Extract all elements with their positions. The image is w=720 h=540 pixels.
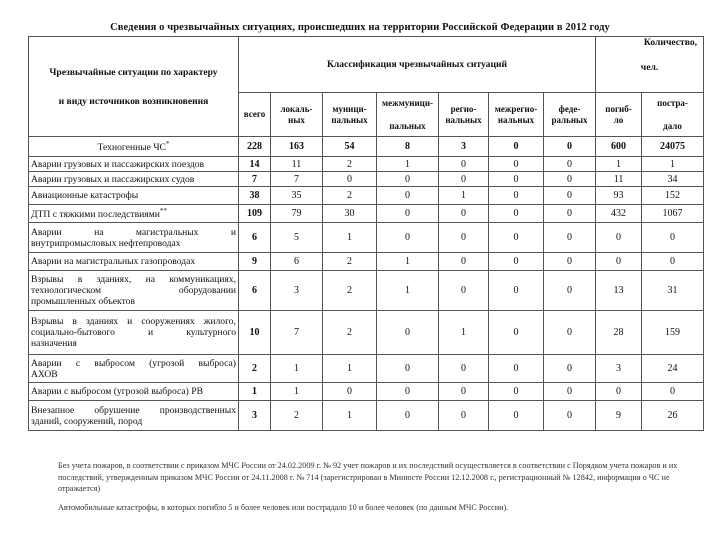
col-header-intermunicipal-line1: межмуници-	[381, 97, 434, 108]
value-cell: 0	[489, 223, 544, 253]
col-header-regional-line1: регио-	[450, 103, 477, 114]
table-row	[29, 157, 704, 172]
value-cell: 3	[239, 401, 271, 431]
value-cell: 1	[642, 157, 704, 172]
value-cell: 2	[323, 253, 377, 271]
value-cell: 0	[439, 401, 489, 431]
table-row	[29, 187, 704, 205]
table-row	[29, 253, 704, 271]
value-cell: 6	[271, 253, 323, 271]
value-cell: 0	[544, 383, 596, 401]
value-cell: 0	[377, 187, 439, 205]
col-header-federal-line1: феде-	[558, 103, 581, 114]
value-cell: 228	[239, 137, 271, 157]
value-cell: 3	[271, 271, 323, 311]
value-cell: 0	[544, 253, 596, 271]
table-row	[29, 172, 704, 187]
table-row	[29, 137, 704, 157]
value-cell: 0	[439, 223, 489, 253]
value-cell: 0	[489, 172, 544, 187]
row-name	[29, 401, 239, 431]
value-cell: 0	[489, 205, 544, 223]
col-header-local-line2: ных	[288, 114, 305, 125]
quantity-header-line2: чел.	[640, 62, 659, 73]
footnote-marker: **	[159, 207, 167, 216]
value-cell: 0	[489, 271, 544, 311]
value-cell: 0	[642, 253, 704, 271]
row-name-line: АХОВ	[31, 368, 58, 380]
col-header-affected-line2: дало	[663, 120, 682, 131]
row-name	[29, 205, 239, 223]
value-cell: 34	[642, 172, 704, 187]
col-header-local	[271, 93, 323, 137]
value-cell: 0	[489, 401, 544, 431]
value-cell: 0	[544, 401, 596, 431]
row-header-line2: и виду источников возникновения	[58, 95, 209, 107]
value-cell: 0	[544, 137, 596, 157]
value-cell: 152	[642, 187, 704, 205]
col-header-federal	[544, 93, 596, 137]
value-cell: 7	[239, 172, 271, 187]
value-cell: 0	[544, 223, 596, 253]
value-cell: 0	[377, 383, 439, 401]
value-cell: 14	[239, 157, 271, 172]
value-cell: 0	[377, 172, 439, 187]
value-cell: 0	[544, 311, 596, 355]
value-cell: 1	[323, 223, 377, 253]
value-cell: 7	[271, 172, 323, 187]
value-cell: 0	[439, 157, 489, 172]
value-cell: 0	[544, 157, 596, 172]
value-cell: 0	[489, 383, 544, 401]
row-name	[29, 253, 239, 271]
value-cell: 0	[489, 253, 544, 271]
value-cell: 0	[489, 157, 544, 172]
row-name-text: ДТП с тяжкими последствиями	[31, 209, 160, 221]
table-row	[29, 311, 704, 355]
table-row	[29, 205, 704, 223]
emergency-table	[28, 36, 704, 431]
value-cell: 0	[544, 205, 596, 223]
row-name	[29, 137, 239, 157]
value-cell: 159	[642, 311, 704, 355]
row-name-text: Аварии грузовых и пассажирских поездов	[31, 158, 205, 170]
value-cell: 163	[271, 137, 323, 157]
row-name	[29, 355, 239, 383]
value-cell: 1	[239, 383, 271, 401]
table-row	[29, 355, 704, 383]
value-cell: 0	[544, 172, 596, 187]
value-cell: 13	[596, 271, 642, 311]
value-cell: 2	[239, 355, 271, 383]
row-name-text: Аварии грузовых и пассажирских судов	[31, 173, 195, 185]
row-name-line: Аварии с выбросом (угрозой выброса)	[31, 357, 236, 369]
value-cell: 26	[642, 401, 704, 431]
value-cell: 11	[596, 172, 642, 187]
col-header-dead-line1: погиб-	[605, 103, 632, 114]
row-name-text: Аварии на магистральных газопроводах	[31, 256, 196, 267]
value-cell: 0	[489, 355, 544, 383]
col-header-affected-line1: постра-	[657, 97, 688, 108]
col-header-federal-line2: ральных	[551, 114, 588, 125]
row-name-line: социально-бытового и культурного	[31, 327, 236, 338]
value-cell: 0	[439, 172, 489, 187]
value-cell: 38	[239, 187, 271, 205]
value-cell: 0	[439, 383, 489, 401]
value-cell: 2	[271, 401, 323, 431]
value-cell: 1	[377, 157, 439, 172]
value-cell: 2	[323, 187, 377, 205]
value-cell: 0	[544, 271, 596, 311]
value-cell: 0	[596, 253, 642, 271]
value-cell: 432	[596, 205, 642, 223]
value-cell: 0	[544, 187, 596, 205]
value-cell: 0	[377, 401, 439, 431]
value-cell: 10	[239, 311, 271, 355]
classification-header: Классификация чрезвычайных ситуаций	[239, 37, 596, 93]
value-cell: 0	[489, 187, 544, 205]
col-header-regional	[439, 93, 489, 137]
table-row	[29, 223, 704, 253]
row-name-line: внутрипромысловых нефтепроводах	[31, 237, 181, 249]
value-cell: 0	[439, 271, 489, 311]
col-header-interregional-line1: межрегио-	[494, 103, 538, 114]
row-name-line: технологическом оборудовании	[31, 285, 236, 296]
value-cell: 28	[596, 311, 642, 355]
value-cell: 0	[439, 355, 489, 383]
row-name	[29, 383, 239, 401]
value-cell: 24	[642, 355, 704, 383]
value-cell: 1	[439, 311, 489, 355]
value-cell: 6	[239, 271, 271, 311]
value-cell: 1	[377, 271, 439, 311]
row-name-text: Авиационные катастрофы	[31, 190, 139, 201]
col-header-intermunicipal-line2: пальных	[389, 120, 426, 131]
col-header-regional-line2: нальных	[445, 114, 482, 125]
value-cell: 30	[323, 205, 377, 223]
value-cell: 0	[377, 311, 439, 355]
value-cell: 1	[377, 253, 439, 271]
value-cell: 0	[489, 311, 544, 355]
row-name-line: Взрывы в зданиях и сооружениях жилого,	[31, 316, 236, 327]
value-cell: 0	[642, 223, 704, 253]
value-cell: 0	[377, 355, 439, 383]
value-cell: 1	[439, 187, 489, 205]
row-header-line1: Чрезвычайные ситуации по характеру	[49, 66, 218, 78]
row-name-line: Взрывы в зданиях, на коммуникациях,	[31, 274, 236, 285]
value-cell: 0	[596, 383, 642, 401]
col-header-interregional	[489, 93, 544, 137]
row-name-line: назначения	[31, 338, 77, 349]
value-cell: 0	[642, 383, 704, 401]
value-cell: 1	[596, 157, 642, 172]
value-cell: 1	[323, 401, 377, 431]
col-header-municipal-line1: муници-	[332, 103, 367, 114]
footnote-2: Автомобильные катастрофы, в которых погибло 5 и более человек или пострадало 10 и более человек (по данным МЧС России).	[58, 503, 509, 512]
value-cell: 0	[439, 205, 489, 223]
row-name	[29, 311, 239, 355]
value-cell: 0	[439, 253, 489, 271]
value-cell: 1067	[642, 205, 704, 223]
value-cell: 93	[596, 187, 642, 205]
value-cell: 79	[271, 205, 323, 223]
col-header-affected	[642, 93, 704, 137]
value-cell: 1	[271, 355, 323, 383]
value-cell: 8	[377, 137, 439, 157]
row-name-line: Внезапное обрушение производственных	[31, 404, 236, 416]
value-cell: 2	[323, 157, 377, 172]
quantity-header	[596, 37, 704, 93]
value-cell: 0	[377, 223, 439, 253]
col-header-total: всего	[239, 93, 271, 137]
value-cell: 6	[239, 223, 271, 253]
value-cell: 24075	[642, 137, 704, 157]
row-name	[29, 271, 239, 311]
value-cell: 0	[544, 355, 596, 383]
footnote-1: Без учета пожаров, в соответствии с приказом МЧС России от 24.02.2009 г. № 92 учет пожаров и их последствий осуществляется в соответствии с Порядком учета пожаров и их последствий, утвержденным приказом МЧС России от 24.11.2008 г. № 714 (зарегистрирован в Минюсте России 12.12.2008 г., регистрационный № 12842, информация о ЧС не отражается)	[58, 461, 678, 493]
row-name-line: Аварии на магистральных и	[31, 226, 236, 238]
value-cell: 0	[596, 223, 642, 253]
row-name	[29, 223, 239, 253]
col-header-local-line1: локаль-	[280, 103, 313, 114]
value-cell: 600	[596, 137, 642, 157]
col-header-municipal-line2: пальных	[331, 114, 368, 125]
row-name-line: промышленных объектов	[31, 296, 135, 307]
row-header-cell	[29, 37, 239, 137]
value-cell: 0	[377, 205, 439, 223]
value-cell: 0	[323, 383, 377, 401]
table-row	[29, 401, 704, 431]
value-cell: 54	[323, 137, 377, 157]
table-row	[29, 271, 704, 311]
value-cell: 0	[489, 137, 544, 157]
value-cell: 11	[271, 157, 323, 172]
value-cell: 2	[323, 311, 377, 355]
value-cell: 2	[323, 271, 377, 311]
row-name-text: Аварии с выбросом (угрозой выброса) РВ	[31, 386, 203, 397]
row-name	[29, 157, 239, 172]
footnote-marker: *	[165, 140, 170, 149]
value-cell: 9	[239, 253, 271, 271]
col-header-municipal	[323, 93, 377, 137]
value-cell: 31	[642, 271, 704, 311]
value-cell: 7	[271, 311, 323, 355]
page-title: Сведения о чрезвычайных ситуациях, происшедших на территории Российской Федерации в 2012 году	[110, 22, 610, 33]
row-name	[29, 172, 239, 187]
col-header-dead	[596, 93, 642, 137]
value-cell: 3	[439, 137, 489, 157]
value-cell: 35	[271, 187, 323, 205]
value-cell: 109	[239, 205, 271, 223]
col-header-intermunicipal	[377, 93, 439, 137]
value-cell: 5	[271, 223, 323, 253]
value-cell: 0	[323, 172, 377, 187]
value-cell: 1	[271, 383, 323, 401]
table-row	[29, 383, 704, 401]
quantity-header-line1: Количество,	[643, 37, 698, 48]
col-header-interregional-line2: нальных	[497, 114, 535, 125]
row-name-line: зданий, сооружений, пород	[31, 415, 143, 427]
row-name-text: Техногенные ЧС	[97, 142, 166, 154]
value-cell: 3	[596, 355, 642, 383]
row-name	[29, 187, 239, 205]
value-cell: 9	[596, 401, 642, 431]
col-header-dead-line2: ло	[613, 114, 624, 125]
value-cell: 1	[323, 355, 377, 383]
